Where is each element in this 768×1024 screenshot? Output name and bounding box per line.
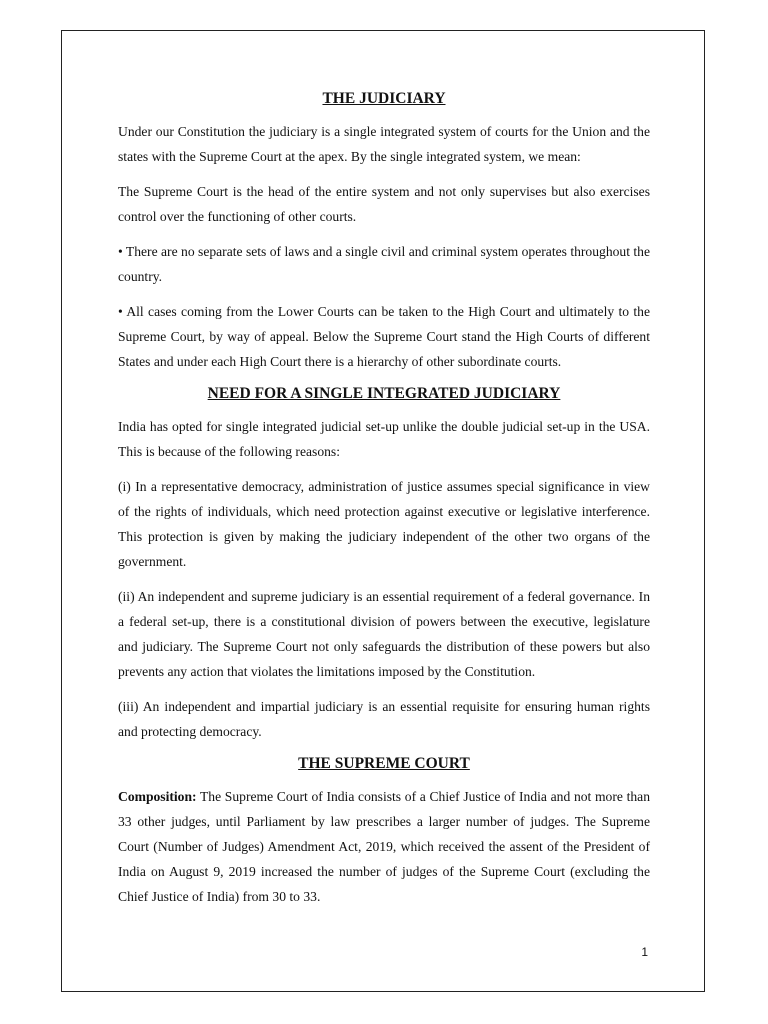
- section-the-judiciary: [118, 89, 650, 374]
- reason-paragraph: (i) In a representative democracy, administration of justice assumes special significance in view of the rights of individuals, which need protection against executive or legislative interference. This protection is given by making the judiciary independent of the other two organs of the government.: [118, 479, 650, 569]
- section-the-supreme-court: [118, 754, 650, 909]
- paragraph: The Supreme Court is the head of the entire system and not only supervises but also exercises control over the functioning of other courts.: [118, 184, 650, 224]
- document-page: [61, 30, 705, 992]
- section-need-for-integrated-judiciary: [118, 384, 650, 744]
- reason-paragraph: (ii) An independent and supreme judiciary is an essential requirement of a federal governance. In a federal set-up, there is a constitutional division of powers between the executive, legislature and judiciary. The Supreme Court not only safeguards the distribution of these powers but also prevents any action that violates the limitations imposed by the Constitution.: [118, 589, 650, 679]
- paragraph: Under our Constitution the judiciary is a single integrated system of courts for the Union and the states with the Supreme Court at the apex. By the single integrated system, we mean:: [118, 124, 650, 164]
- page-content: [118, 89, 650, 919]
- bullet-paragraph: • There are no separate sets of laws and a single civil and criminal system operates throughout the country.: [118, 244, 650, 284]
- composition-paragraph: [118, 784, 650, 909]
- heading-the-supreme-court: THE SUPREME COURT: [298, 755, 470, 772]
- composition-text: The Supreme Court of India consists of a Chief Justice of India and not more than 33 other judges, until Parliament by law prescribes a larger number of judges. The Supreme Court (Number of Judges) Amendment Act, 2019, which received the assent of the President of India on August 9, 2019 increased the number of judges of the Supreme Court (excluding the Chief Justice of India) from 30 to 33.: [118, 789, 650, 904]
- paragraph: India has opted for single integrated judicial set-up unlike the double judicial set-up in the USA. This is because of the following reasons:: [118, 419, 650, 459]
- reason-paragraph: (iii) An independent and impartial judiciary is an essential requisite for ensuring human rights and protecting democracy.: [118, 699, 650, 739]
- bullet-paragraph: • All cases coming from the Lower Courts can be taken to the High Court and ultimately to the Supreme Court, by way of appeal. Below the Supreme Court stand the High Courts of different States and under each High Court there is a hierarchy of other subordinate courts.: [118, 304, 650, 369]
- page-number: 1: [641, 945, 648, 959]
- heading-the-judiciary: THE JUDICIARY: [322, 90, 446, 107]
- heading-need-for-integrated-judiciary: NEED FOR A SINGLE INTEGRATED JUDICIARY: [207, 385, 561, 402]
- composition-label: Composition:: [118, 789, 197, 804]
